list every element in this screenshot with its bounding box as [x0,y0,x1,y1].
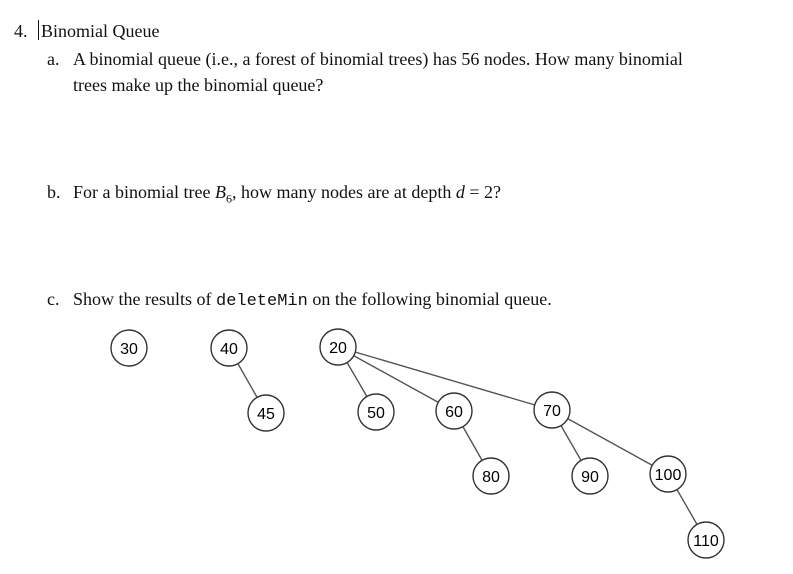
depth-variable: d [455,182,465,202]
part-b-text-after: = 2? [464,182,502,202]
node-label: 110 [693,533,719,550]
part-a-line-2: trees make up the binomial queue? [73,75,324,95]
tree-node [534,392,570,428]
tree-edges [229,347,706,540]
part-a-label: a. [47,49,60,69]
node-label: 60 [445,404,463,421]
tree-node [436,393,472,429]
tree-node [358,394,394,430]
question-title: Binomial Queue [41,21,160,41]
tree-node [688,522,724,558]
tree-node [572,458,608,494]
node-label: 30 [120,341,138,358]
node-label: 70 [543,403,561,420]
part-c-text-before: Show the results of [73,289,216,309]
node-label: 50 [367,405,385,422]
edge-20-60 [338,347,454,411]
node-label: 80 [482,469,500,486]
part-c-text-after: on the following binomial queue. [307,289,552,309]
tree-node [248,395,284,431]
part-c-label: c. [47,289,60,309]
node-label: 20 [329,340,347,357]
tree-node [650,456,686,492]
tree-node [473,458,509,494]
tree-symbol: B [214,182,226,202]
node-label: 100 [654,467,682,484]
tree-node [211,330,247,366]
tree-node [111,330,147,366]
question-number: 4. [14,21,28,41]
code-deletemin: deleteMin [216,292,308,311]
part-b-text-before: For a binomial tree [73,182,215,202]
part-b-label: b. [47,182,61,202]
tree-subscript: 6 [225,191,232,206]
node-label: 45 [257,406,275,423]
node-label: 40 [220,341,238,358]
part-b-text-middle: , how many nodes are at depth [231,182,456,202]
tree-node [320,329,356,365]
part-a-line-1: A binomial queue (i.e., a forest of binomial trees) has 56 nodes. How many binomial [73,49,683,69]
edge-70-100 [552,410,668,474]
node-label: 90 [581,469,599,486]
